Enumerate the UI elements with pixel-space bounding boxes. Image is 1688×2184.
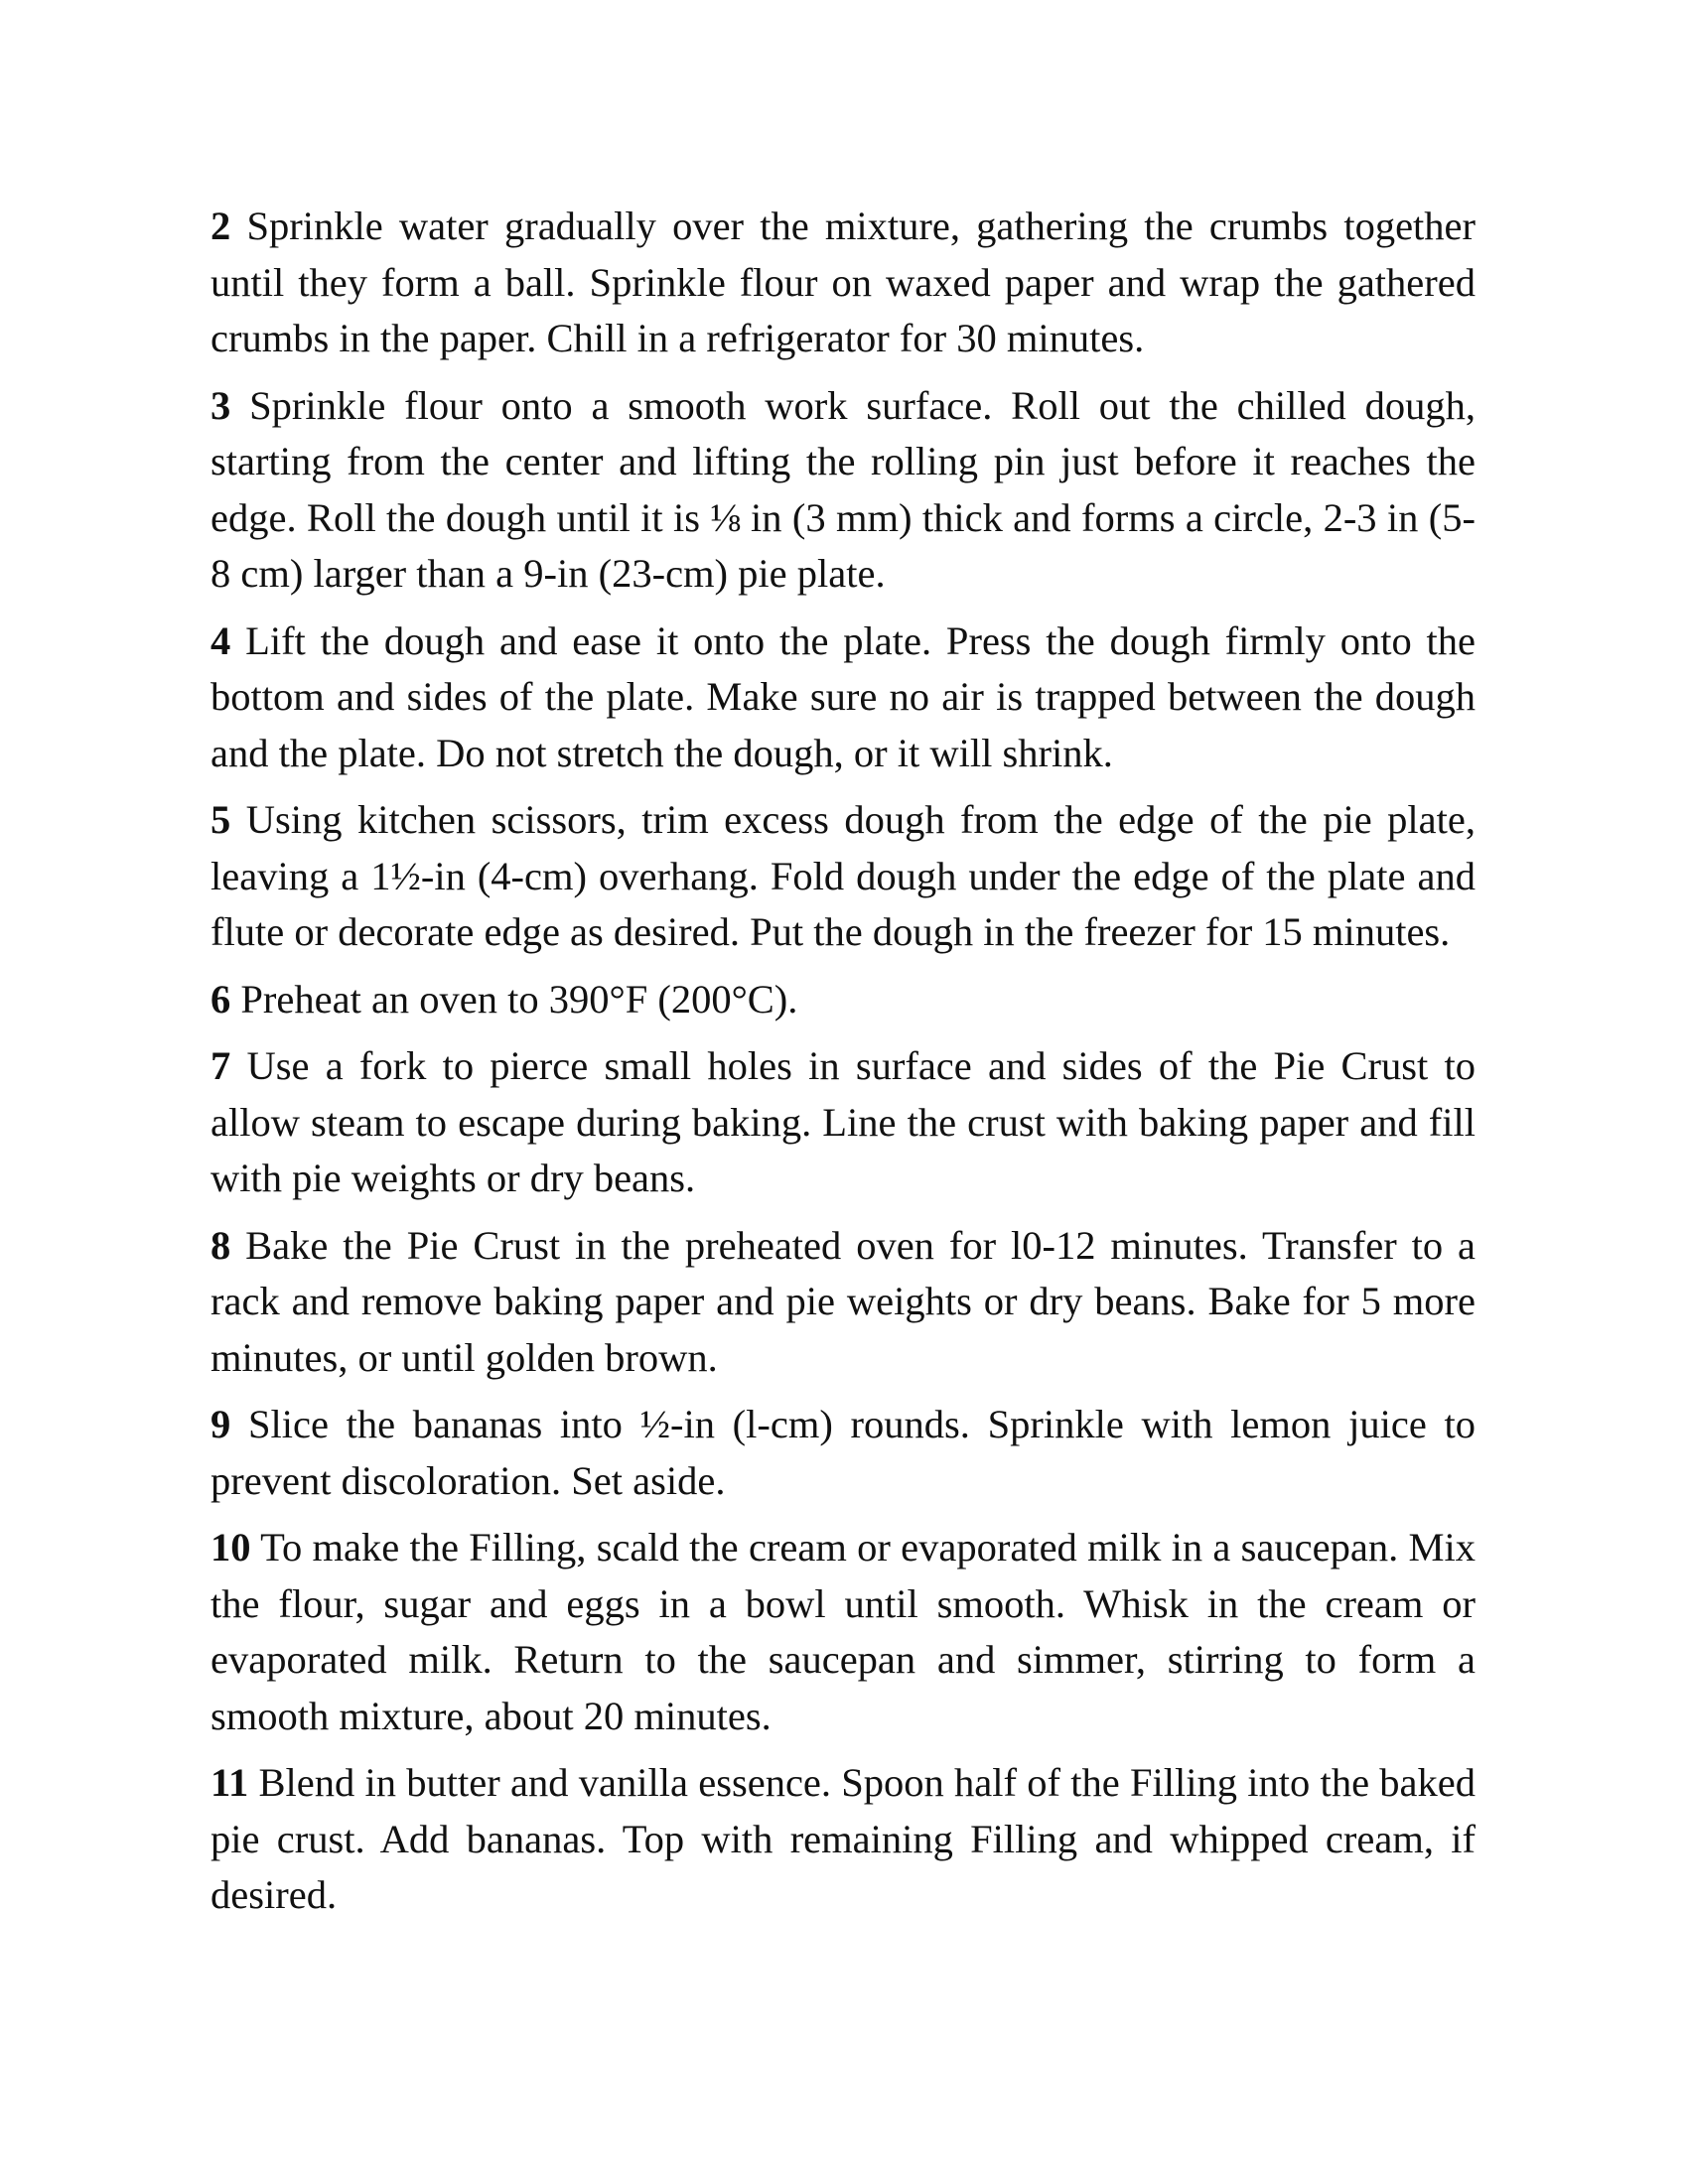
step-number: 7 [211,1043,231,1088]
step-text: Sprinkle flour onto a smooth work surface. Roll out the chilled dough, starting from the center and lifting the rolling pin just before it reaches the edge. Roll the dough until it is ⅛ in (3 mm) thick and forms a circle, 2-3 in (5-8 cm) larger than a 9-in (23-cm) pie plate. [211,382,1476,596]
step-text: Slice the bananas into ½-in (l-cm) rounds. Sprinkle with lemon juice to prevent discoloration. Set aside. [211,1402,1476,1503]
step-6 [211,972,1476,1028]
step-text: Preheat an oven to 390°F (200°C). [240,976,798,1022]
step-9 [211,1397,1476,1509]
step-number: 5 [211,797,231,842]
step-11 [211,1755,1476,1924]
step-number: 2 [211,204,231,248]
step-text: Blend in butter and vanilla essence. Spoon half of the Filling into the baked pie crust. Add bananas. Top with remaining Filling and whipped cream, if desired. [211,1760,1476,1917]
step-2 [211,199,1476,367]
step-number: 9 [211,1402,231,1446]
step-number: 3 [211,382,231,428]
step-8 [211,1218,1476,1387]
step-7 [211,1038,1476,1207]
step-number: 10 [211,1525,251,1570]
step-number: 11 [211,1760,249,1805]
step-number: 4 [211,617,231,663]
step-10 [211,1520,1476,1744]
step-number: 8 [211,1222,231,1268]
step-text: Lift the dough and ease it onto the plate. Press the dough firmly onto the bottom and sides of the plate. Make sure no air is trapped between the dough and the plate. Do not stretch the dough, or it will shrink. [211,617,1476,775]
recipe-steps [211,199,1476,1935]
step-5 [211,792,1476,961]
step-3 [211,378,1476,603]
step-text: Bake the Pie Crust in the preheated oven for l0-12 minutes. Transfer to a rack and remove baking paper and pie weights or dry beans. Bake for 5 more minutes, or until golden brown. [211,1222,1476,1380]
step-text: To make the Filling, scald the cream or evaporated milk in a saucepan. Mix the flour, sugar and eggs in a bowl until smooth. Whisk in the cream or evaporated milk. Return to the saucepan and simmer, stirring to form a smooth mixture, about 20 minutes. [211,1525,1476,1738]
step-number: 6 [211,976,231,1022]
step-text: Sprinkle water gradually over the mixture, gathering the crumbs together until they form a ball. Sprinkle flour on waxed paper and wrap the gathered crumbs in the paper. Chill in a refrigerator for 30 minutes. [211,204,1477,360]
step-text: Using kitchen scissors, trim excess dough from the edge of the pie plate, leaving a 1½-in (4-cm) overhang. Fold dough under the edge of the plate and flute or decorate edge as desired. Put the dough in the freezer for 15 minutes. [211,797,1476,954]
step-text: Use a fork to pierce small holes in surface and sides of the Pie Crust to allow steam to escape during baking. Line the crust with baking paper and fill with pie weights or dry beans. [211,1043,1477,1200]
step-4 [211,614,1476,782]
